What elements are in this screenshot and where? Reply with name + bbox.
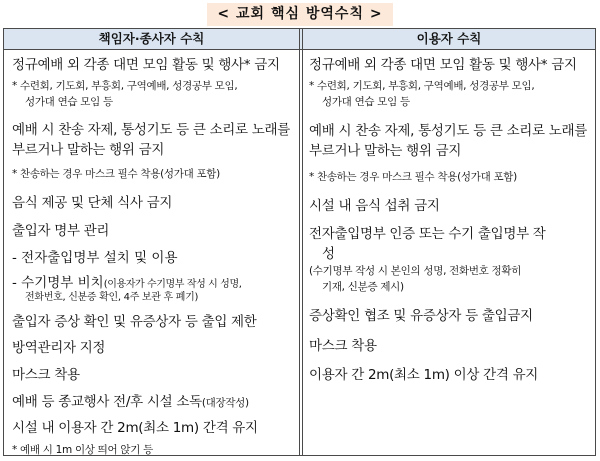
rule-subitem: - 전자출입명부 설치 및 이용 bbox=[12, 250, 178, 266]
rule-note: 성가대 연습 모임 등 bbox=[322, 96, 410, 108]
rule-item: 마스크 착용 bbox=[12, 367, 80, 383]
rule-note: 성가대 연습 모임 등 bbox=[25, 96, 113, 108]
rule-note: * 수련회, 기도회, 부흥회, 구역예배, 성경공부 모임, bbox=[12, 80, 238, 92]
rule-note: 기재, 신분증 제시) bbox=[322, 281, 404, 293]
title-banner bbox=[0, 3, 600, 26]
rule-item: 출입자 명부 관리 bbox=[12, 223, 110, 239]
rule-item: 전자출입명부 인증 또는 수기 출입명부 작 bbox=[309, 226, 546, 242]
rule-item: 음식 제공 및 단체 식사 금지 bbox=[12, 195, 173, 211]
rule-item-main: 예배 등 종교행사 전/후 시설 소독 bbox=[12, 394, 202, 410]
rule-item: 시설 내 이용자 간 2m(최소 1m) 간격 유지 bbox=[12, 420, 258, 436]
rule-item: 출입자 증상 확인 및 유증상자 등 출입 제한 bbox=[12, 314, 257, 330]
rule-subitem-main: - 수기명부 비치 bbox=[12, 275, 104, 291]
rule-item: 증상확인 협조 및 유증상자 등 출입금지 bbox=[309, 308, 533, 324]
rule-item: 정규예배 외 각종 대면 모임 활동 및 행사* 금지 bbox=[309, 57, 577, 73]
rule-item: 예배 시 찬송 자제, 통성기도 등 큰 소리로 노래를 bbox=[309, 123, 588, 139]
rules-table bbox=[3, 28, 596, 456]
rule-item: 성 bbox=[322, 246, 335, 262]
rule-item: 마스크 착용 bbox=[309, 338, 377, 354]
rule-item: 예배 시 찬송 자제, 통성기도 등 큰 소리로 노래를 bbox=[12, 122, 291, 138]
rule-item: 시설 내 음식 섭취 금지 bbox=[309, 198, 440, 214]
column-divider bbox=[299, 29, 300, 455]
rule-item-detail: (대장작성) bbox=[201, 397, 249, 409]
rule-subitem-detail: (이용자가 수기명부 작성 시 성명, bbox=[103, 279, 242, 290]
rule-item: 방역관리자 지정 bbox=[12, 340, 106, 356]
rule-item: 부르거나 말하는 행위 금지 bbox=[309, 143, 462, 159]
rule-item: 부르거나 말하는 행위 금지 bbox=[12, 142, 165, 158]
rule-item bbox=[12, 390, 296, 410]
rule-item: 정규예배 외 각종 대면 모임 활동 및 행사* 금지 bbox=[12, 57, 280, 73]
header-left: 책임자·종사자 수칙 bbox=[98, 31, 205, 46]
rule-subitem-detail: 전화번호, 신분증 확인, 4주 보관 후 폐기) bbox=[25, 292, 199, 303]
column-divider-inner bbox=[302, 29, 303, 455]
rule-note: * 찬송하는 경우 마스크 필수 착용(성가대 포함) bbox=[309, 171, 517, 183]
rule-note: (수기명부 작성 시 본인의 성명, 전화번호 정확히 bbox=[309, 265, 522, 277]
rule-note: * 예배 시 1m 이상 띄어 앉기 등 bbox=[12, 444, 153, 456]
page-title: < 교회 핵심 방역수칙 > bbox=[207, 3, 392, 26]
header-right: 이용자 수칙 bbox=[416, 31, 482, 46]
rule-note: * 찬송하는 경우 마스크 필수 착용(성가대 포함) bbox=[12, 168, 220, 180]
rule-item: 이용자 간 2m(최소 1m) 이상 간격 유지 bbox=[309, 367, 539, 383]
rule-note: * 수련회, 기도회, 부흥회, 구역예배, 성경공부 모임, bbox=[309, 80, 535, 92]
